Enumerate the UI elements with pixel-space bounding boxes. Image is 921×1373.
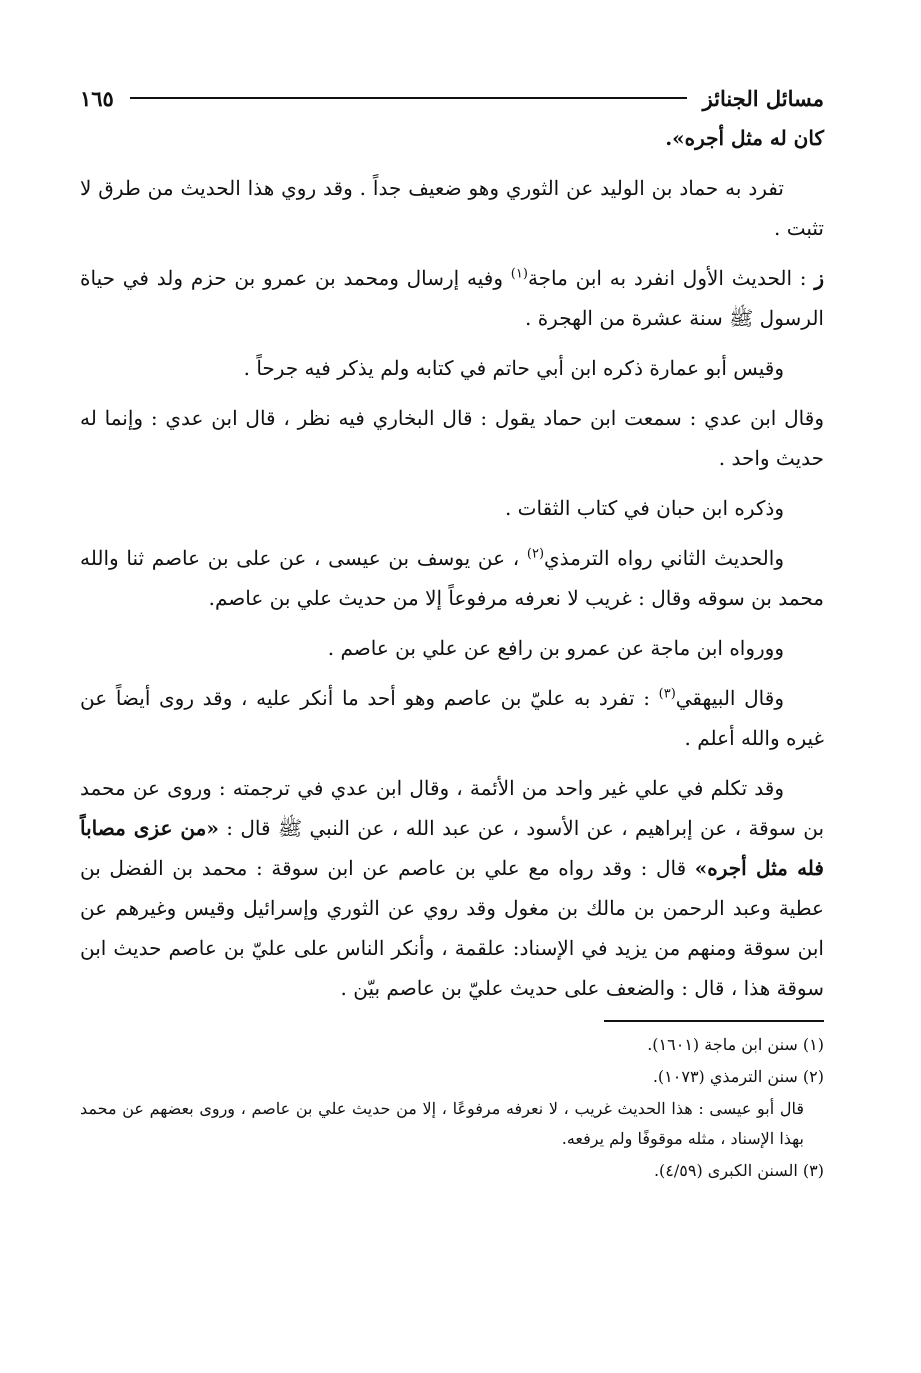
hadith-quote: «من عزى مصاباً فله مثل أجره» bbox=[80, 816, 824, 880]
paragraph-6-a: والحديث الثاني رواه الترمذي bbox=[544, 546, 784, 570]
paragraph-8 bbox=[80, 678, 824, 758]
footnote-1: (١) سنن ابن ماجة (١٦٠١). bbox=[647, 1035, 824, 1054]
header-rule bbox=[130, 97, 687, 99]
paragraph-8-a: وقال البيهقي bbox=[675, 686, 784, 710]
document-page bbox=[80, 78, 824, 1328]
paragraph-9-b: قال : وقد رواه مع علي بن عاصم عن ابن سوقة : محمد بن الفضل بن عطية وعبد الرحمن بن مالك بن مغول وقد روي عن الثوري وإسرائيل وقيس وغيرهم عن ابن سوقة ومنهم من يزيد في الإسناد: علقمة ، وأنكر الناس على عليّ بن عاصم حديث ابن سوقة هذا ، قال : والضعف على حديث عليّ بن عاصم بيّن . bbox=[80, 856, 824, 1000]
marker-z: ز bbox=[814, 266, 824, 290]
main-text bbox=[80, 118, 824, 1008]
footnote-ref-2: (٢) bbox=[526, 546, 545, 562]
paragraph-2 bbox=[80, 258, 824, 338]
footnote-2-note: قال أبو عيسى : هذا الحديث غريب ، لا نعرفه مرفوعًا ، إلا من حديث علي بن عاصم ، وروى بعضهم عن محمد بهذا الإسناد ، مثله موقوفًا ولم يرفعه. bbox=[80, 1099, 804, 1148]
paragraph-8-b: : تفرد به عليّ بن عاصم وهو أحد ما أنكر عليه ، وقد روى أيضاً عن غيره والله أعلم . bbox=[80, 686, 824, 750]
paragraph-6 bbox=[80, 538, 824, 618]
footnotes bbox=[80, 1030, 824, 1186]
paragraph-2-a: : الحديث الأول انفرد به ابن ماجة bbox=[527, 266, 815, 290]
paragraph-2-b: وفيه إرسال ومحمد بن عمرو بن حزم ولد في حياة الرسول ﷺ سنة عشرة من الهجرة . bbox=[80, 266, 824, 330]
paragraph-9-a: وقد تكلم في علي غير واحد من الأئمة ، وقال ابن عدي في ترجمته : وروى عن محمد بن سوقة ، عن إبراهيم ، عن الأسود ، عن عبد الله ، عن النبي ﷺ قال : bbox=[80, 776, 825, 840]
footnote-2: (٢) سنن الترمذي (١٠٧٣). bbox=[652, 1067, 824, 1086]
continued-line: كان له مثل أجره». bbox=[665, 126, 824, 150]
running-header bbox=[80, 78, 824, 118]
paragraph-7: وورواه ابن ماجة عن عمرو بن رافع عن علي بن عاصم . bbox=[327, 636, 784, 660]
paragraph-3: وقيس أبو عمارة ذكره ابن أبي حاتم في كتابه ولم يذكر فيه جرحاً . bbox=[243, 356, 784, 380]
paragraph-4: وقال ابن عدي : سمعت ابن حماد يقول : قال البخاري فيه نظر ، قال ابن عدي : وإنما له حديث واحد . bbox=[80, 406, 824, 470]
footnote-ref-3: (٣) bbox=[658, 686, 676, 702]
paragraph-5: وذكره ابن حبان في كتاب الثقات . bbox=[504, 496, 784, 520]
paragraph-1: تفرد به حماد بن الوليد عن الثوري وهو ضعيف جداً . وقد روي هذا الحديث من طرق لا تثبت . bbox=[80, 176, 824, 240]
paragraph-9 bbox=[80, 768, 824, 1008]
footnote-3: (٣) السنن الكبرى (٤/٥٩). bbox=[653, 1161, 824, 1180]
footnote-separator bbox=[604, 1020, 824, 1022]
footnote-ref-1: (١) bbox=[510, 266, 528, 282]
chapter-title: مسائل الجنائز bbox=[702, 85, 824, 111]
paragraph-6-b: ، عن يوسف بن عيسى ، عن على بن عاصم ثنا والله محمد بن سوقه وقال : غريب لا نعرفه مرفوعاً إلا من حديث علي بن عاصم. bbox=[80, 546, 824, 610]
page-number: ١٦٥ bbox=[80, 85, 114, 111]
